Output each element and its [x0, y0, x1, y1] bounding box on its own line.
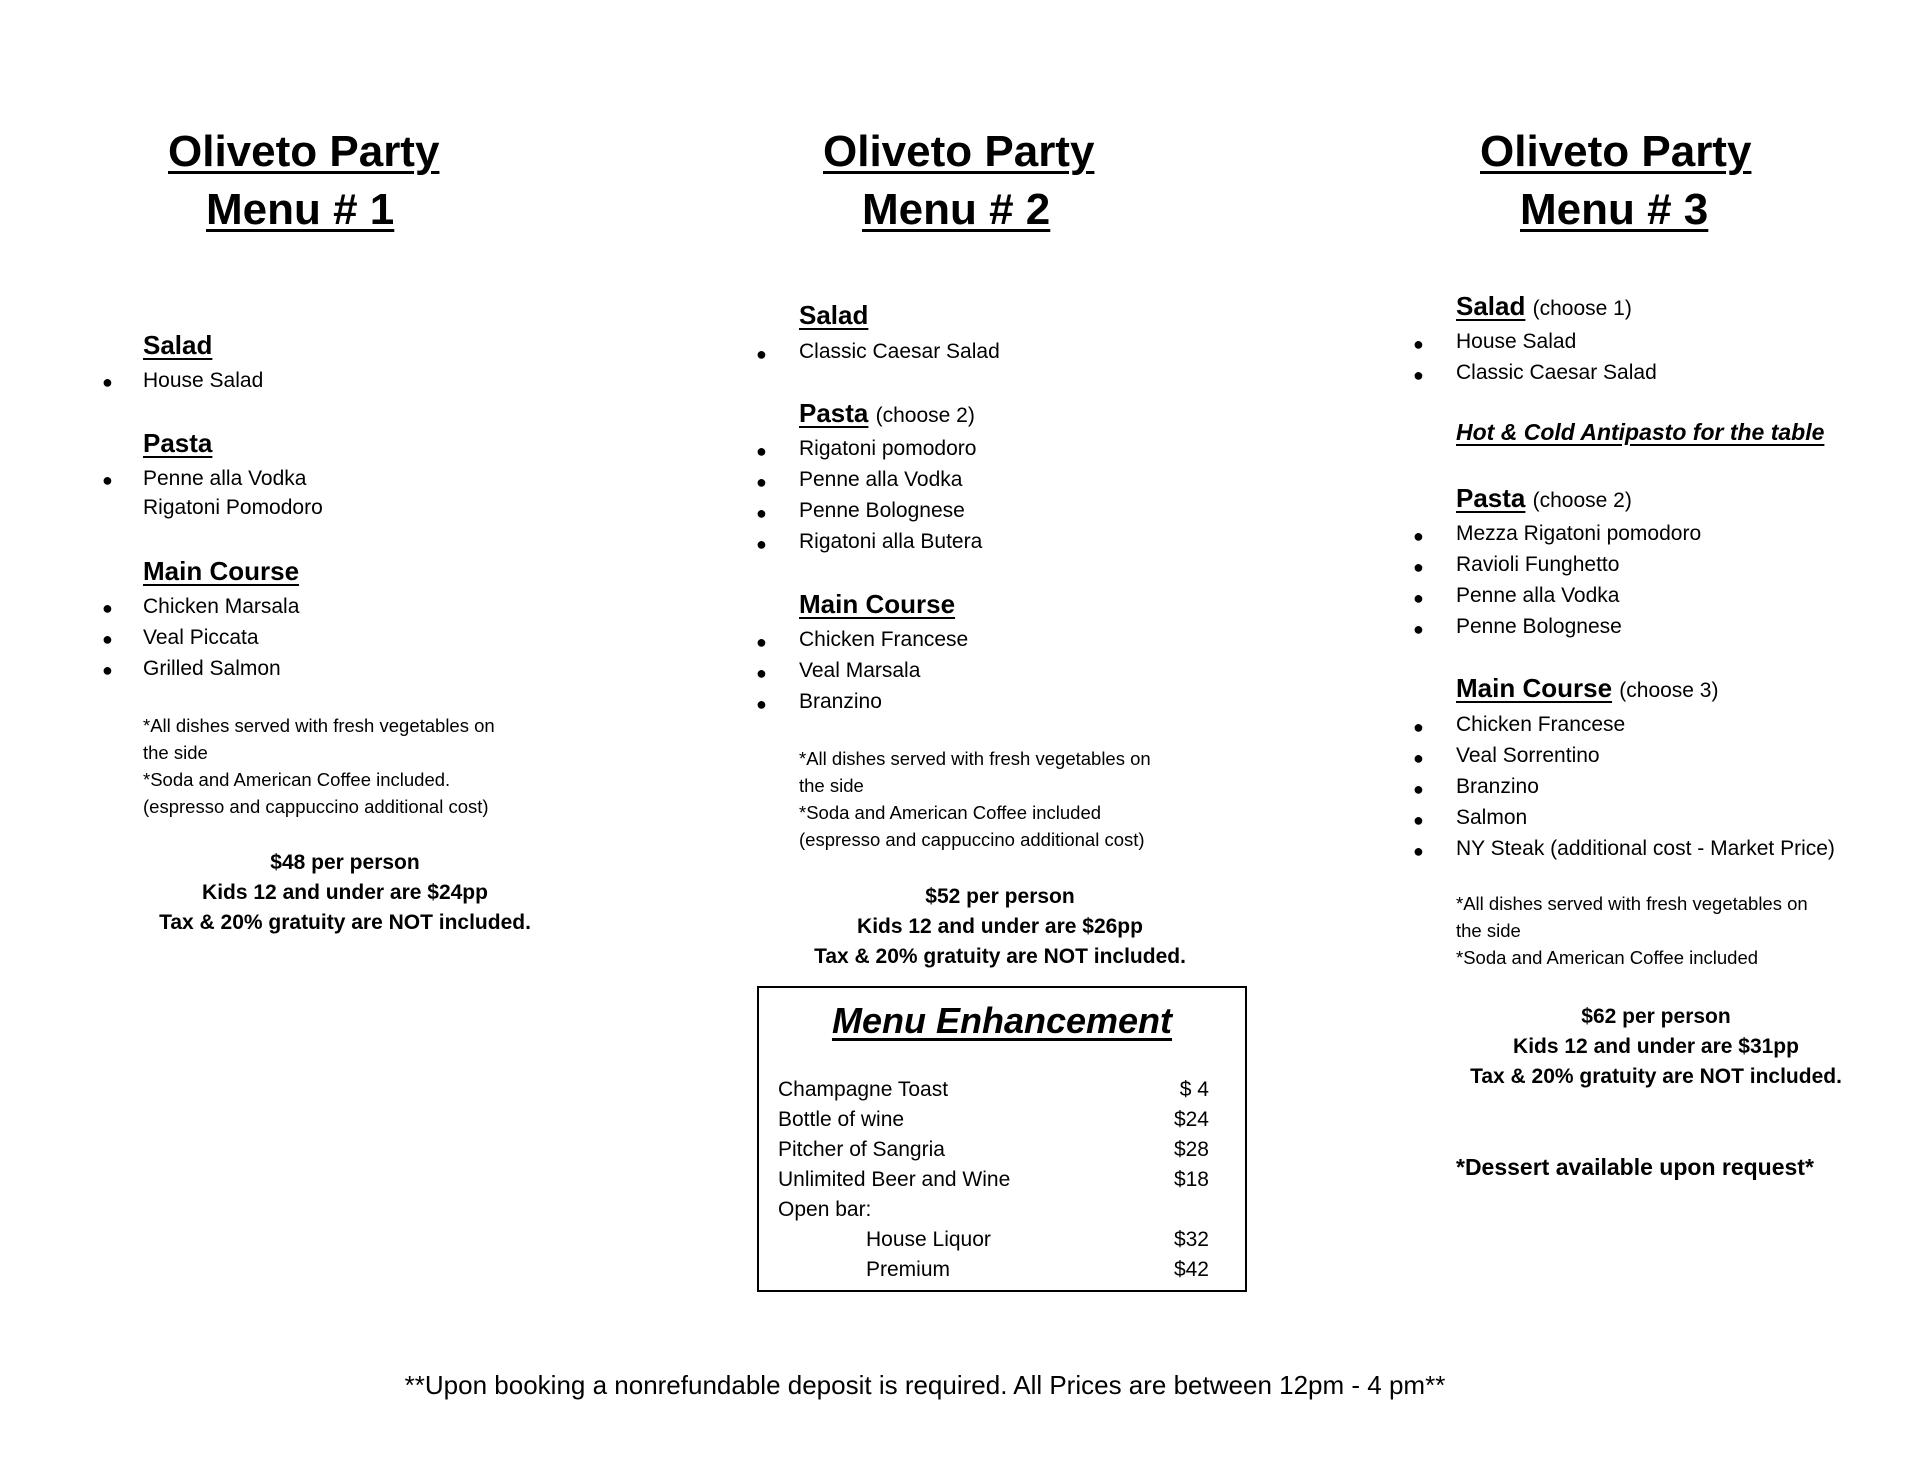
bullet-icon: ●: [1413, 526, 1424, 546]
menu-3-main-item: NY Steak (additional cost - Market Price): [1456, 837, 1835, 860]
enhancement-row-price: $18: [1173, 1168, 1209, 1191]
menu-2-pasta-item: Rigatoni pomodoro: [799, 437, 977, 460]
menu-1-pasta-item: Rigatoni Pomodoro: [143, 496, 323, 519]
menu-2-title-line2: Menu # 2: [862, 185, 1051, 234]
menu-1-salad-item: House Salad: [143, 369, 264, 392]
note-line: the side: [1456, 920, 1521, 941]
menu-3-pasta-item: Penne alla Vodka: [1456, 584, 1620, 607]
menu-1-price: [145, 848, 545, 938]
menu-3-salad-heading: Salad (choose 1): [1456, 291, 1632, 321]
bullet-icon: ●: [756, 441, 767, 461]
enhancement-row-price: $32: [1173, 1228, 1209, 1251]
note-line: *All dishes served with fresh vegetables on: [1456, 893, 1808, 914]
note-line: *Soda and American Coffee included: [1456, 947, 1759, 968]
price-line: Kids 12 and under are $26pp: [857, 915, 1143, 938]
menu-2-pasta-item: Penne Bolognese: [799, 499, 965, 522]
note-line: *All dishes served with fresh vegetables on: [143, 715, 495, 736]
menu-1-pasta-heading: Pasta: [143, 428, 213, 458]
bullet-icon: ●: [756, 472, 767, 492]
bullet-icon: ●: [756, 503, 767, 523]
enhancement-row-price: $24: [1173, 1108, 1209, 1131]
bullet-icon: ●: [1413, 588, 1424, 608]
menu-1-main-item: Grilled Salmon: [143, 657, 281, 680]
menu-2-pasta-item: Rigatoni alla Butera: [799, 530, 983, 553]
menu-1-main-item: Chicken Marsala: [143, 595, 300, 618]
menu-enhancement-box: [757, 986, 1247, 1292]
bullet-icon: ●: [1413, 717, 1424, 737]
menu-3-pasta-heading: Pasta (choose 2): [1456, 483, 1632, 513]
menu-1-main-item: Veal Piccata: [143, 626, 259, 649]
menu-3-salad-item: House Salad: [1456, 330, 1577, 353]
menu-2-main-item: Veal Marsala: [799, 659, 921, 682]
menu-3-main-item: Salmon: [1456, 806, 1528, 829]
menu-2-main-item: Chicken Francese: [799, 628, 969, 651]
enhancement-row-label: Premium: [866, 1258, 951, 1281]
menu-1-title-line2: Menu # 1: [206, 185, 395, 234]
enhancement-row-label: Bottle of wine: [778, 1108, 905, 1131]
bullet-icon: ●: [756, 632, 767, 652]
menu-3-title-line1: Oliveto Party: [1480, 127, 1752, 176]
menu-3-title-line2: Menu # 3: [1520, 185, 1709, 234]
bullet-icon: ●: [102, 598, 113, 618]
menu-1-salad-heading: Salad: [143, 330, 213, 360]
menu-2-pasta-heading: Pasta (choose 2): [799, 398, 975, 428]
menu-3-main-heading: Main Course (choose 3): [1456, 673, 1719, 703]
bullet-icon: ●: [102, 372, 113, 392]
enhancement-row-label: House Liquor: [866, 1228, 991, 1251]
bullet-icon: ●: [1413, 779, 1424, 799]
price-line: Tax & 20% gratuity are NOT included.: [159, 911, 531, 934]
bullet-icon: ●: [1413, 557, 1424, 577]
enhancement-row-label: Unlimited Beer and Wine: [778, 1168, 1011, 1191]
enhancement-row-price: $28: [1173, 1138, 1209, 1161]
menu-2-main-item: Branzino: [799, 690, 882, 713]
menu-1-pasta-item: Penne alla Vodka: [143, 467, 307, 490]
menu-2-salad-heading: Salad: [799, 300, 869, 330]
note-line: the side: [799, 775, 864, 796]
bullet-icon: ●: [1413, 748, 1424, 768]
note-line: (espresso and cappuccino additional cost): [799, 829, 1145, 850]
price-line: $48 per person: [270, 851, 420, 874]
enhancement-row-label: Pitcher of Sangria: [778, 1138, 945, 1161]
menu-3-pasta-item: Mezza Rigatoni pomodoro: [1456, 522, 1702, 545]
bullet-icon: ●: [102, 629, 113, 649]
menu-2-title-line1: Oliveto Party: [823, 127, 1095, 176]
menu-3-main-item: Branzino: [1456, 775, 1539, 798]
menu-3-pasta-item: Penne Bolognese: [1456, 615, 1622, 638]
price-line: $52 per person: [925, 885, 1075, 908]
bullet-icon: ●: [1413, 619, 1424, 639]
menu-1-notes: [143, 712, 495, 820]
bullet-icon: ●: [756, 694, 767, 714]
menu-3-main-item: Chicken Francese: [1456, 713, 1626, 736]
menu-2-pasta-item: Penne alla Vodka: [799, 468, 963, 491]
note-line: *Soda and American Coffee included: [799, 802, 1102, 823]
bullet-icon: ●: [1413, 365, 1424, 385]
bullet-icon: ●: [1413, 334, 1424, 354]
enhancement-row-price: $42: [1173, 1258, 1209, 1281]
menu-1-title-line1: Oliveto Party: [168, 127, 440, 176]
bullet-icon: ●: [756, 663, 767, 683]
note-line: the side: [143, 742, 208, 763]
menu-3-price: [1456, 1002, 1856, 1092]
menu-2-main-heading: Main Course: [799, 589, 956, 619]
bullet-icon: ●: [1413, 810, 1424, 830]
note-line: (espresso and cappuccino additional cost): [143, 796, 489, 817]
menu-3-antipasto: Hot & Cold Antipasto for the table: [1456, 419, 1825, 445]
menu-3-notes: [1456, 890, 1808, 971]
menu-3-pasta-item: Ravioli Funghetto: [1456, 553, 1620, 576]
price-line: Kids 12 and under are $31pp: [1513, 1035, 1799, 1058]
menu-2-price: [800, 882, 1200, 972]
bullet-icon: ●: [1413, 841, 1424, 861]
menu-1-main-heading: Main Course: [143, 556, 300, 586]
menu-enhancement-title: Menu Enhancement: [831, 1000, 1173, 1041]
footer-deposit-note: **Upon booking a nonrefundable deposit is required. All Prices are between 12pm - 4 pm**: [404, 1370, 1446, 1400]
enhancement-row-price: $ 4: [1179, 1078, 1209, 1101]
note-line: *Soda and American Coffee included.: [143, 769, 451, 790]
enhancement-row-label: Open bar:: [778, 1198, 872, 1221]
note-line: *All dishes served with fresh vegetables on: [799, 748, 1151, 769]
price-line: Tax & 20% gratuity are NOT included.: [814, 945, 1186, 968]
bullet-icon: ●: [102, 660, 113, 680]
enhancement-row-label: Champagne Toast: [778, 1078, 949, 1101]
price-line: Kids 12 and under are $24pp: [202, 881, 488, 904]
bullet-icon: ●: [756, 534, 767, 554]
menu-3-dessert-note: *Dessert available upon request*: [1456, 1154, 1814, 1180]
menu-2-salad-item: Classic Caesar Salad: [799, 340, 1000, 363]
bullet-icon: ●: [756, 344, 767, 364]
menu-3-main-item: Veal Sorrentino: [1456, 744, 1600, 767]
price-line: $62 per person: [1581, 1005, 1731, 1028]
menu-2-notes: [799, 745, 1151, 853]
menu-3-salad-item: Classic Caesar Salad: [1456, 361, 1657, 384]
bullet-icon: ●: [102, 470, 113, 490]
price-line: Tax & 20% gratuity are NOT included.: [1470, 1065, 1842, 1088]
